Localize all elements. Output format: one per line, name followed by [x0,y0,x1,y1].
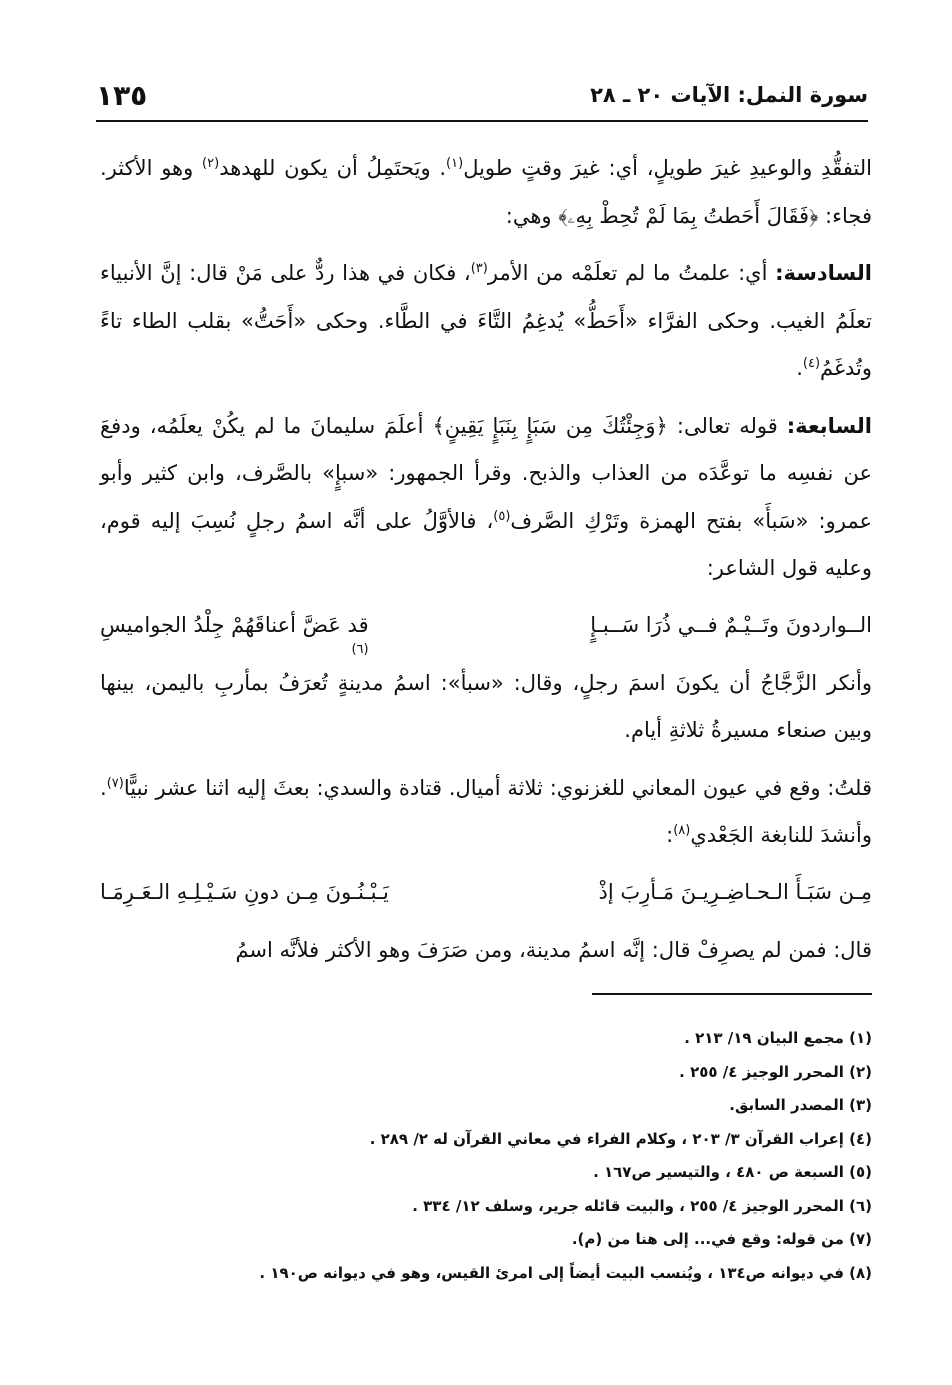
text: قلتُ: وقع في عيون المعاني للغزنوي: ثلاثة أميال. قتادة والسدي: بعثَ إليه اثنا عشر نبيًّا [123,775,872,800]
footnote-ref-4[interactable]: (٤) [802,356,821,371]
text: ، فالأوَّلُ على أنَّه اسمُ رجلٍ نُسِبَ إليه قوم، وعليه قول الشاعر: [100,508,872,580]
footnote-7: (٧) من قوله: وقع في... إلى هنا من (م). [571,1230,872,1248]
footnote-ref-8[interactable]: (٨) [673,823,691,838]
text: وأنكر الزَّجَّاجُ أن يكونَ اسمَ رجلٍ، وقال: «سبأ»: اسمُ مدينةٍ تُعرَفُ بمأربِ باليمن، بينها وبين صنعاء مسيرةُ ثلاثةِ أيام. [100,670,872,742]
footnote-ref-1[interactable]: (١) [446,156,464,171]
footnote-3: (٣) المصدر السابق. [729,1096,872,1114]
text: وهو الأكثر. فجاء: [100,156,872,228]
verse-second-hemistich: قد عَضَّ أعناقَهُمْ جِلْدُ الجواميسِ (٦) [100,602,369,650]
text: قوله تعالى: [667,413,787,438]
text: : [666,823,674,847]
footnote-8: (٨) في ديوانه ص١٣٤ ، ويُنسب البيت أيضاً إلى امرئ القيس، وهو في ديوانه ص١٩٠ . [259,1263,872,1282]
poetry-verse-2 [100,870,872,917]
verse-second-hemistich: يَـبْـنُـونَ مِـن دونِ سَـيْـلِـهِ الـعَـرِمَـا [100,880,389,905]
text: . وأنشدَ للنابغة الجَعْدي [100,775,872,847]
footnotes [100,1022,872,1290]
footnote-5: (٥) السبعة ص ٤٨٠ ، والتيسير ص١٦٧ . [593,1163,872,1181]
verse-first-hemistich: مِـن سَبَـأَ الـحـاضِـرِيـنَ مَـأرِبَ إذْ [598,880,872,905]
section-label: السادسة: [775,261,872,285]
verse-first-hemistich: الــواردونَ وتَــيْـمٌ فــي ذُرَا سَــبـإٍ [590,613,872,638]
text: قد عَضَّ أعناقَهُمْ جِلْدُ الجواميسِ [100,613,369,638]
main-text [100,145,872,984]
poetry-verse-1 [100,603,872,657]
text: . [796,356,803,380]
paragraph-5 [100,765,872,860]
footnote-ref-7[interactable]: (٧) [106,775,124,791]
header-rule [96,120,868,122]
footnote-separator [592,993,872,995]
text: ، فكان في هذا ردٌّ على مَنْ قال: إنَّ الأنبياء تعلَمُ الغيب. وحكى الفرَّاء «أَحَطُّ» يُدغِمُ التَّاءَ في الطَّاء. وحكى «أَحَتُّ» بقلب الطاء تاءً وتُدغَمُ [100,261,872,380]
footnote-ref-5[interactable]: (٥) [493,508,511,524]
paragraph-1 [100,145,872,240]
page-number: ١٣٥ [96,78,148,112]
paragraph-sixth [100,250,872,393]
running-header [96,72,868,118]
section-label: السابعة: [786,413,872,438]
quran-quote: ﴿وَجِئْتُكَ مِن سَبَإٍ بِنَبَإٍ يَقِينٍ﴾ [432,413,668,438]
footnote-4: (٤) إعراب القرآن ٣/ ٢٠٣ ، وكلام الفراء في معاني القرآن له ٢/ ٢٨٩ . [369,1129,872,1148]
text: . ويَحتَمِلُ أن يكون للهدهد [219,156,447,180]
text: أي: علمتُ ما لم تعلَمْه من الأمر [487,261,776,285]
footnote-ref-2[interactable]: (٢) [202,156,220,171]
paragraph-4 [100,660,872,755]
text: وهي: [505,203,559,228]
footnote-6: (٦) المحرر الوجيز ٤/ ٢٥٥ ، والبيت قائله جرير، وسلف ١٢/ ٣٣٤ . [412,1196,872,1215]
quran-quote: ﴿فَقَالَ أَحَطتُ بِمَا لَمْ تُحِطْ بِهِۦ﴾ [558,203,819,228]
text: التفقُّدِ والوعيدِ غيرَ طويلٍ، أي: غيرَ وقتٍ طويل [463,156,872,180]
surah-title: سورة النمل: الآيات ٢٠ ـ ٢٨ [590,83,868,107]
paragraph-seventh [100,403,872,593]
text: أعلَمَ سليمانَ ما لم يكُنْ يعلَمُه، ودفعَ عن نفسِه ما توعَّدَه من العذاب والذبح. وقرأ الجمهور: «سبإٍ» بالصَّرف، وابن كثير وأبو عمرو: «سَبأَ» بفتح الهمزة وتَرْكِ الصَّرف [100,413,873,533]
text: قال: فمن لم يصرِفْ قال: إنَّه اسمُ مدينة، ومن صَرَفَ وهو الأكثر فلأنَّه اسمُ [235,937,872,962]
footnote-2: (٢) المحرر الوجيز ٤/ ٢٥٥ . [679,1062,872,1081]
footnote-ref-3[interactable]: (٣) [470,261,488,276]
paragraph-6 [100,927,872,975]
footnote-1: (١) مجمع البيان ١٩/ ٢١٣ . [684,1029,872,1047]
